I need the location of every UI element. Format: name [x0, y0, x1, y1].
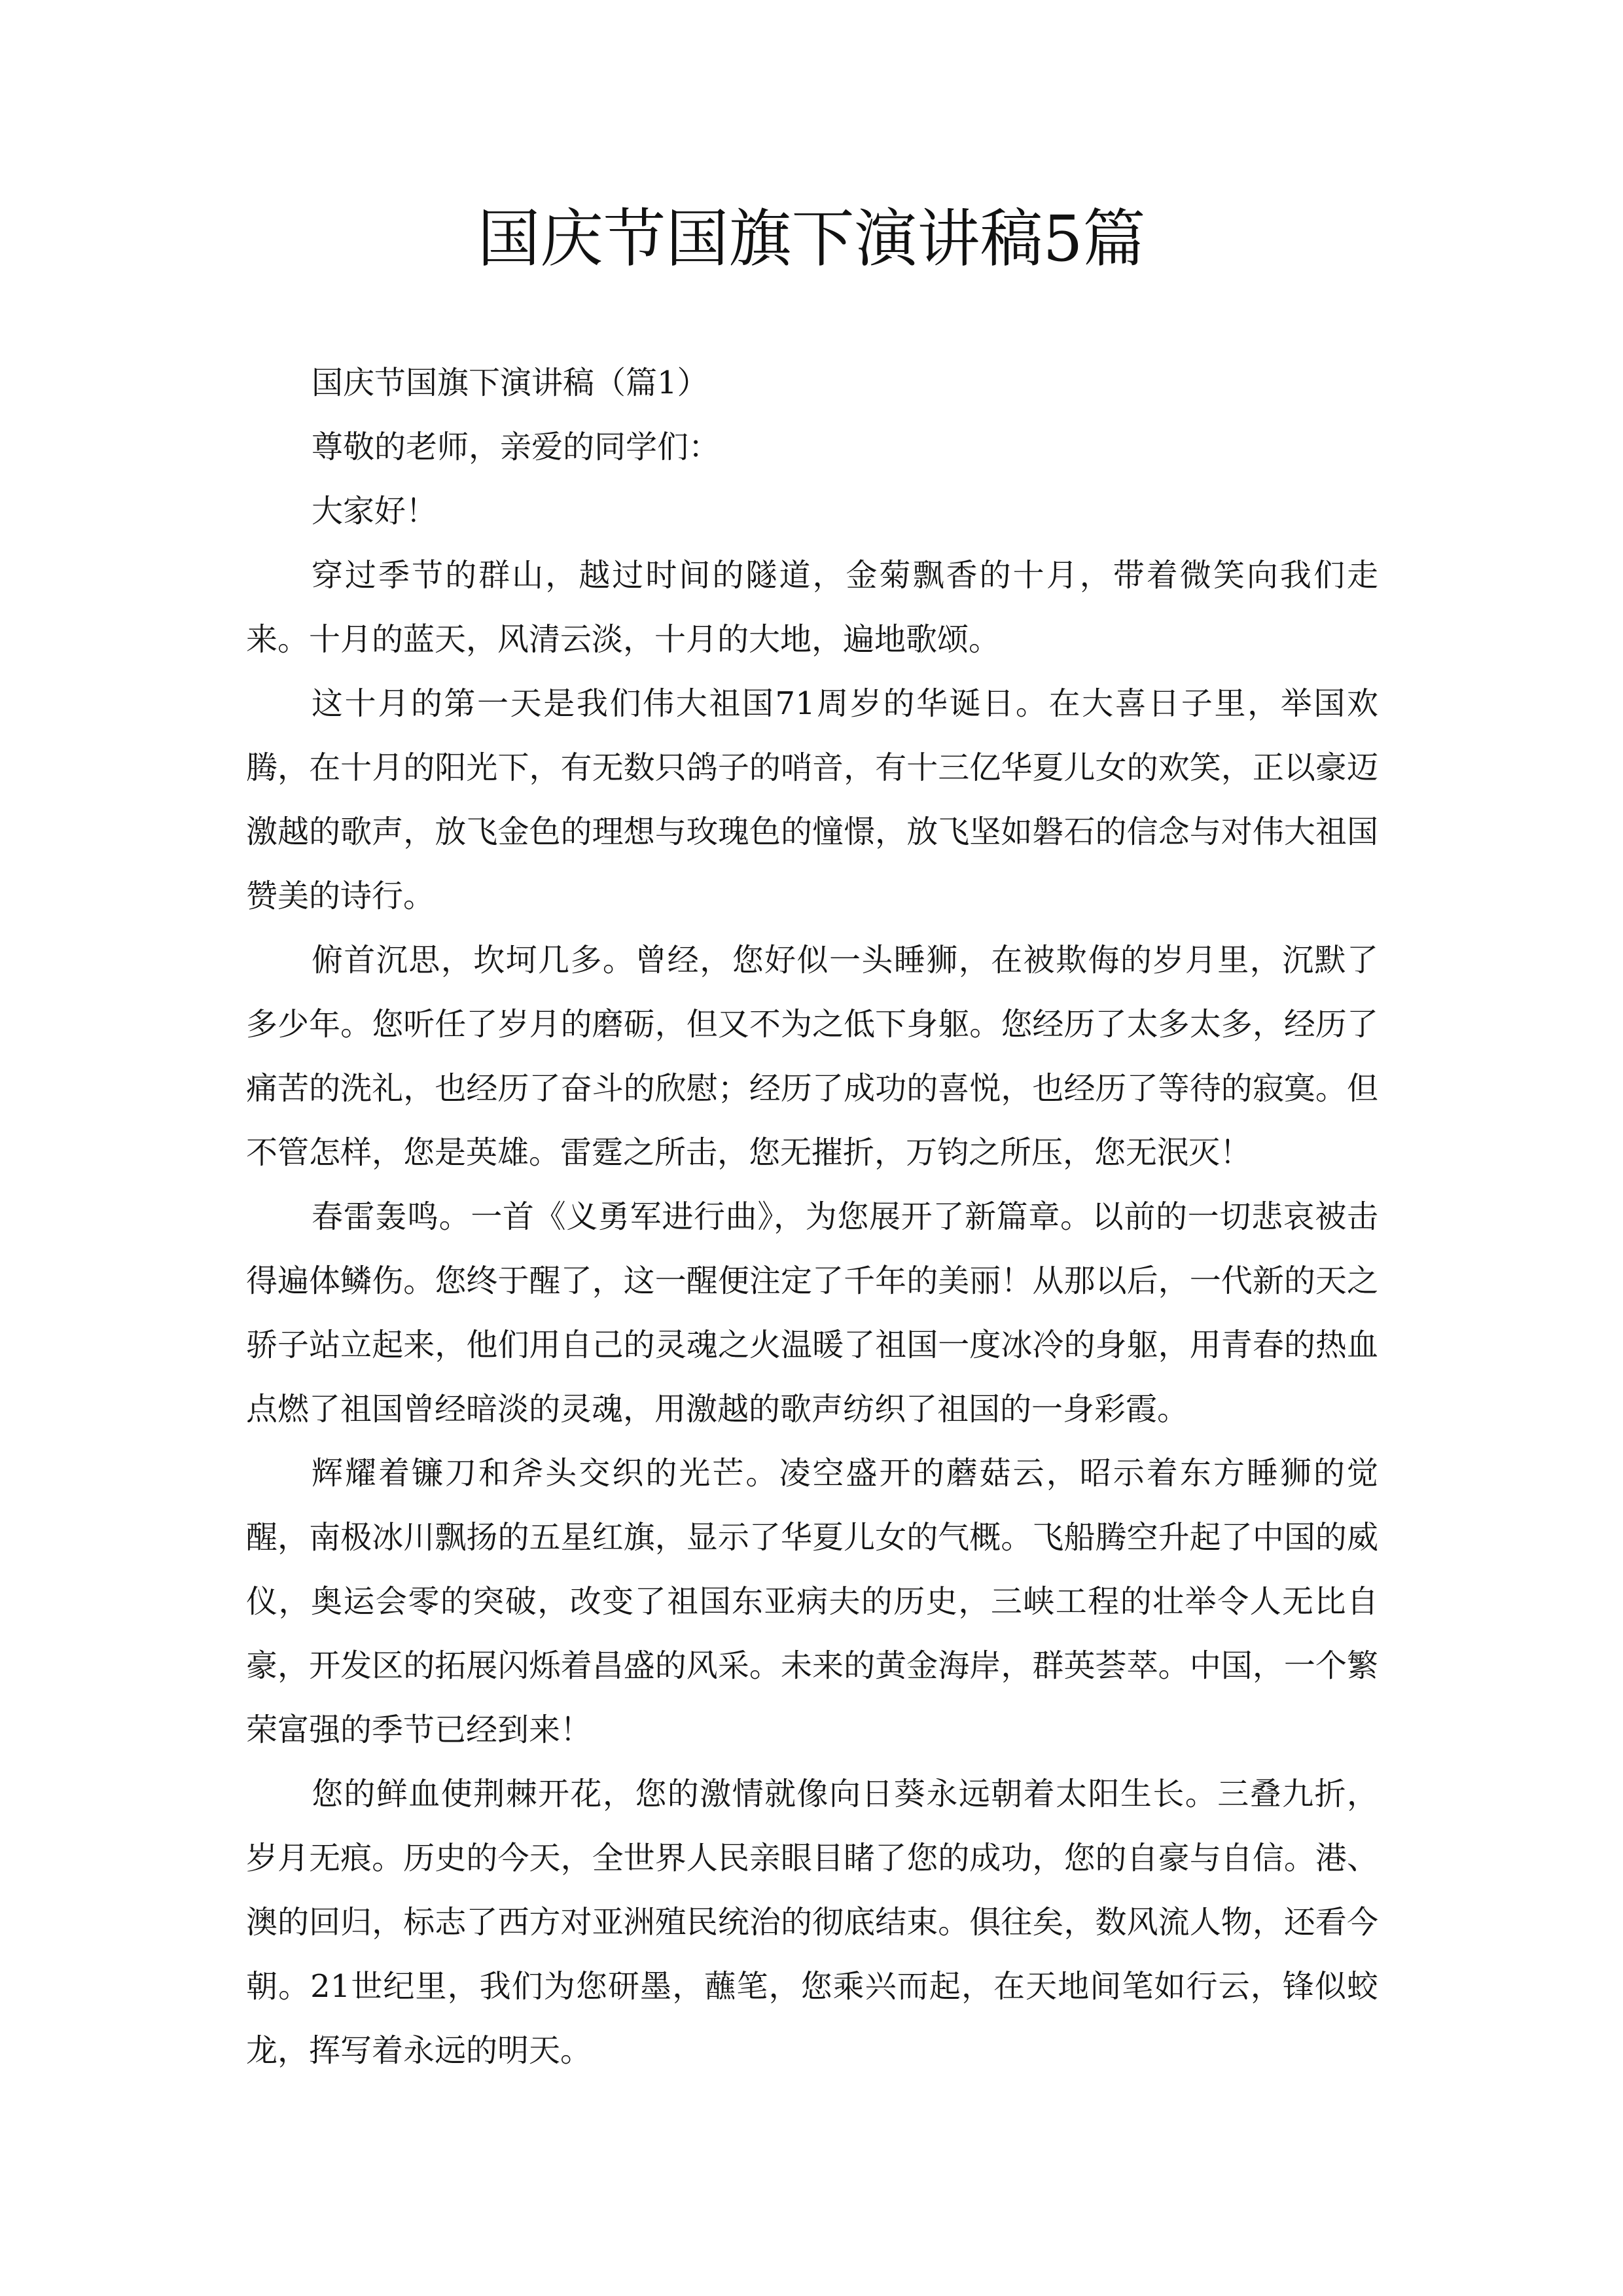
- section-heading: 国庆节国旗下演讲稿（篇1）: [312, 365, 709, 401]
- salutation: 尊敬的老师，亲爱的同学们：: [312, 429, 721, 465]
- body-paragraph: 这十月的第一天是我们伟大祖国71周岁的华诞日。在大喜日子里，举国欢腾，在十月的阳光下，有无数只鸽子的哨音，有十三亿华夏儿女的欢笑，正以豪迈激越的歌声，放飞金色的理想与玫瑰色的憧憬，放飞坚如磐石的信念与对伟大祖国赞美的诗行。: [246, 685, 1378, 914]
- body-paragraph: 辉耀着镰刀和斧头交织的光芒。凌空盛开的蘑菇云，昭示着东方睡狮的觉醒，南极冰川飘扬的五星红旗，显示了华夏儿女的气概。飞船腾空升起了中国的威仪，奥运会零的突破，改变了祖国东亚病夫的历史，三峡工程的壮举令人无比自豪，开发区的拓展闪烁着昌盛的风采。未来的黄金海岸，群英荟萃。中国，一个繁荣富强的季节已经到来！: [246, 1455, 1378, 1748]
- body-paragraph: 春雷轰鸣。一首《义勇军进行曲》，为您展开了新篇章。以前的一切悲哀被击得遍体鳞伤。您终于醒了，这一醒便注定了千年的美丽！从那以后，一代新的天之骄子站立起来，他们用自己的灵魂之火温暖了祖国一度冰冷的身躯，用青春的热血点燃了祖国曾经暗淡的灵魂，用激越的歌声纺织了祖国的一身彩霞。: [246, 1198, 1378, 1427]
- body-paragraph: 穿过季节的群山，越过时间的隧道，金菊飘香的十月，带着微笑向我们走来。十月的蓝天，风清云淡，十月的大地，遍地歌颂。: [246, 557, 1378, 658]
- document-body: [246, 351, 1378, 2083]
- body-paragraph: 俯首沉思，坎坷几多。曾经，您好似一头睡狮，在被欺侮的岁月里，沉默了多少年。您听任了岁月的磨砺，但又不为之低下身躯。您经历了太多太多，经历了痛苦的洗礼，也经历了奋斗的欣慰；经历了成功的喜悦，也经历了等待的寂寞。但不管怎样，您是英雄。雷霆之所击，您无摧折，万钧之所压，您无泯灭！: [246, 942, 1378, 1171]
- document-title: 国庆节国旗下演讲稿5篇: [477, 202, 1146, 276]
- greeting: 大家好！: [312, 493, 438, 529]
- body-paragraph: 您的鲜血使荆棘开花，您的激情就像向日葵永远朝着太阳生长。三叠九折，岁月无痕。历史的今天，全世界人民亲眼目睹了您的成功，您的自豪与自信。港、澳的回归，标志了西方对亚洲殖民统治的彻底结束。俱往矣，数风流人物，还看今朝。21世纪里，我们为您研墨，蘸笔，您乘兴而起，在天地间笔如行云，锋似蛟龙，挥写着永远的明天。: [246, 1776, 1378, 2069]
